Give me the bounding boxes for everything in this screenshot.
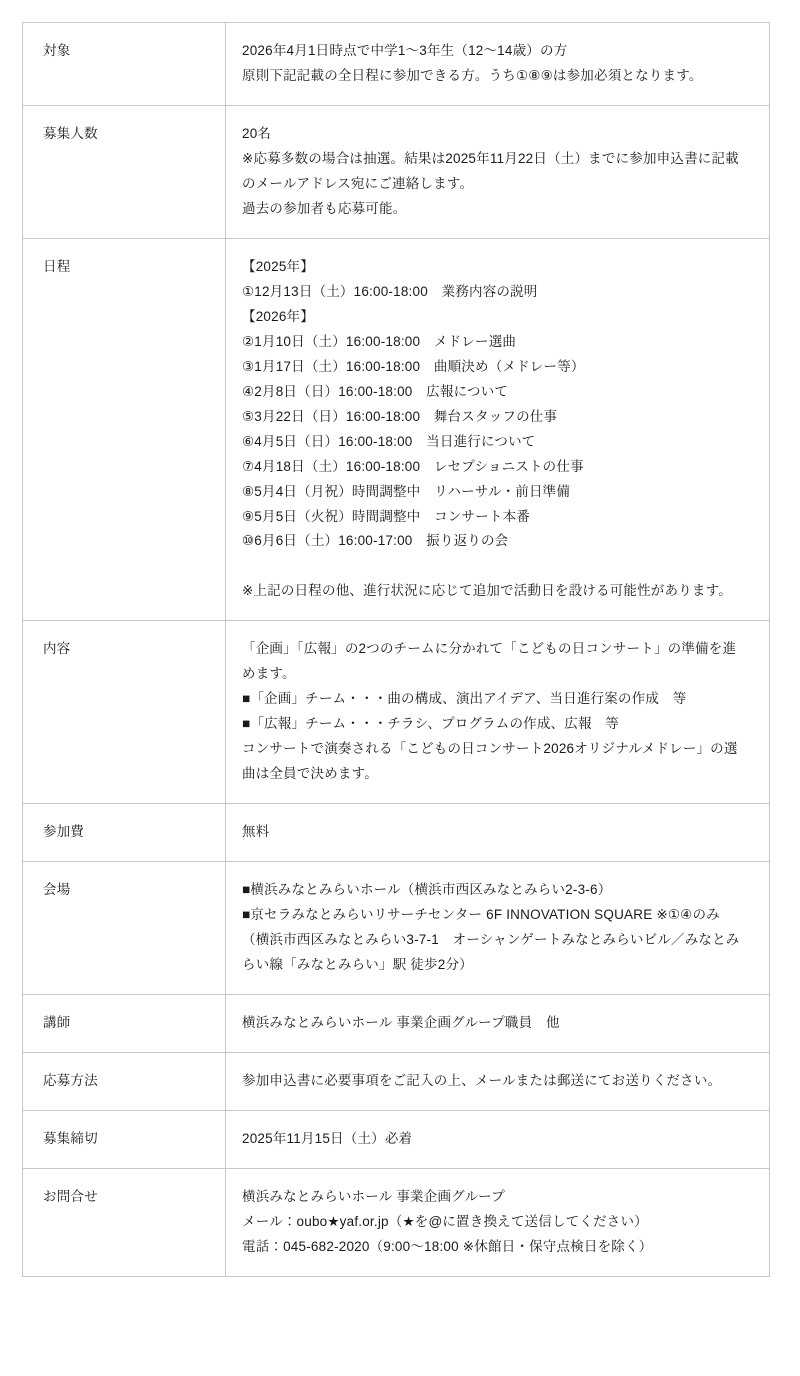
- content-line: ⑤3月22日（日）16:00-18:00 舞台スタッフの仕事: [242, 408, 558, 424]
- content-line: ■「企画」チーム・・・曲の構成、演出アイデア、当日進行案の作成 等: [242, 691, 687, 707]
- content-line: ■京セラみなとみらいリサーチセンター 6F INNOVATION SQUARE ※①④のみ: [242, 907, 720, 923]
- program-details-table: [22, 22, 770, 1277]
- content-line: ■横浜みなとみらいホール（横浜市西区みなとみらい2-3-6）: [242, 882, 612, 898]
- row-content: [226, 804, 770, 862]
- content-line: 【2025年】: [242, 258, 314, 274]
- row-content: [226, 621, 770, 804]
- row-label: 日程: [23, 238, 226, 621]
- row-label: お問合せ: [23, 1168, 226, 1276]
- content-line: コンサートで演奏される「こどもの日コンサート2026オリジナルメドレー」の選曲は全員で決めます。: [242, 741, 738, 782]
- content-line: 20名: [242, 125, 272, 141]
- table-row: [23, 995, 770, 1053]
- content-line: ⑨5月5日（火祝）時間調整中 コンサート本番: [242, 508, 531, 524]
- content-line: ④2月8日（日）16:00-18:00 広報について: [242, 383, 509, 399]
- row-content: [226, 1110, 770, 1168]
- table-row: [23, 105, 770, 238]
- content-line: ③1月17日（土）16:00-18:00 曲順決め（メドレー等）: [242, 358, 585, 374]
- content-line: 過去の参加者も応募可能。: [242, 200, 407, 216]
- content-line: 無料: [242, 824, 270, 840]
- table-row: [23, 862, 770, 995]
- content-line: ※上記の日程の他、進行状況に応じて追加で活動日を設ける可能性があります。: [242, 583, 732, 599]
- row-content: [226, 23, 770, 106]
- content-line: 電話：045-682-2020（9:00〜18:00 ※休館日・保守点検日を除く）: [242, 1238, 653, 1254]
- table-row: [23, 621, 770, 804]
- row-content: [226, 862, 770, 995]
- table-body: [23, 23, 770, 1277]
- row-content: [226, 1053, 770, 1111]
- row-label: 募集人数: [23, 105, 226, 238]
- row-content: [226, 238, 770, 621]
- content-line: ⑥4月5日（日）16:00-18:00 当日進行について: [242, 433, 536, 449]
- content-line: 【2026年】: [242, 308, 314, 324]
- content-line: 横浜みなとみらいホール 事業企画グループ: [242, 1188, 505, 1204]
- content-line: 2025年11月15日（土）必着: [242, 1130, 413, 1146]
- row-label: 参加費: [23, 804, 226, 862]
- row-label: 内容: [23, 621, 226, 804]
- row-content: [226, 1168, 770, 1276]
- table-row: [23, 238, 770, 621]
- content-line: 横浜みなとみらいホール 事業企画グループ職員 他: [242, 1015, 560, 1031]
- row-label: 応募方法: [23, 1053, 226, 1111]
- content-line: ※応募多数の場合は抽選。結果は2025年11月22日（土）までに参加申込書に記載のメールアドレス宛にご連絡します。: [242, 150, 739, 191]
- content-line: 原則下記記載の全日程に参加できる方。うち①⑧⑨は参加必須となります。: [242, 67, 703, 83]
- content-line: ①12月13日（土）16:00-18:00 業務内容の説明: [242, 283, 538, 299]
- content-line: ⑧5月4日（月祝）時間調整中 リハーサル・前日準備: [242, 483, 571, 499]
- content-line: 2026年4月1日時点で中学1〜3年生（12〜14歳）の方: [242, 43, 568, 58]
- content-line: メール：oubo★yaf.or.jp（★を@に置き換えて送信してください）: [242, 1213, 648, 1229]
- content-line: 「企画」「広報」の2つのチームに分かれて「こどもの日コンサート」の準備を進めます。: [242, 641, 737, 682]
- content-line: ■「広報」チーム・・・チラシ、プログラムの作成、広報 等: [242, 716, 620, 732]
- table-row: [23, 1053, 770, 1111]
- table-row: [23, 1168, 770, 1276]
- content-line: 参加申込書に必要事項をご記入の上、メールまたは郵送にてお送りください。: [242, 1073, 722, 1088]
- content-line: （横浜市西区みなとみらい3-7-1 オーシャンゲートみなとみらいビル／みなとみらい線「みなとみらい」駅 徒歩2分）: [242, 932, 740, 973]
- row-content: [226, 105, 770, 238]
- row-content: [226, 995, 770, 1053]
- table-row: [23, 1110, 770, 1168]
- content-line: ⑩6月6日（土）16:00-17:00 振り返りの会: [242, 533, 509, 549]
- table-row: [23, 23, 770, 106]
- content-line: ⑦4月18日（土）16:00-18:00 レセプショニストの仕事: [242, 458, 584, 474]
- row-label: 対象: [23, 23, 226, 106]
- row-label: 募集締切: [23, 1110, 226, 1168]
- row-label: 講師: [23, 995, 226, 1053]
- content-spacer: [242, 554, 741, 579]
- content-line: ②1月10日（土）16:00-18:00 メドレー選曲: [242, 333, 517, 349]
- table-row: [23, 804, 770, 862]
- row-label: 会場: [23, 862, 226, 995]
